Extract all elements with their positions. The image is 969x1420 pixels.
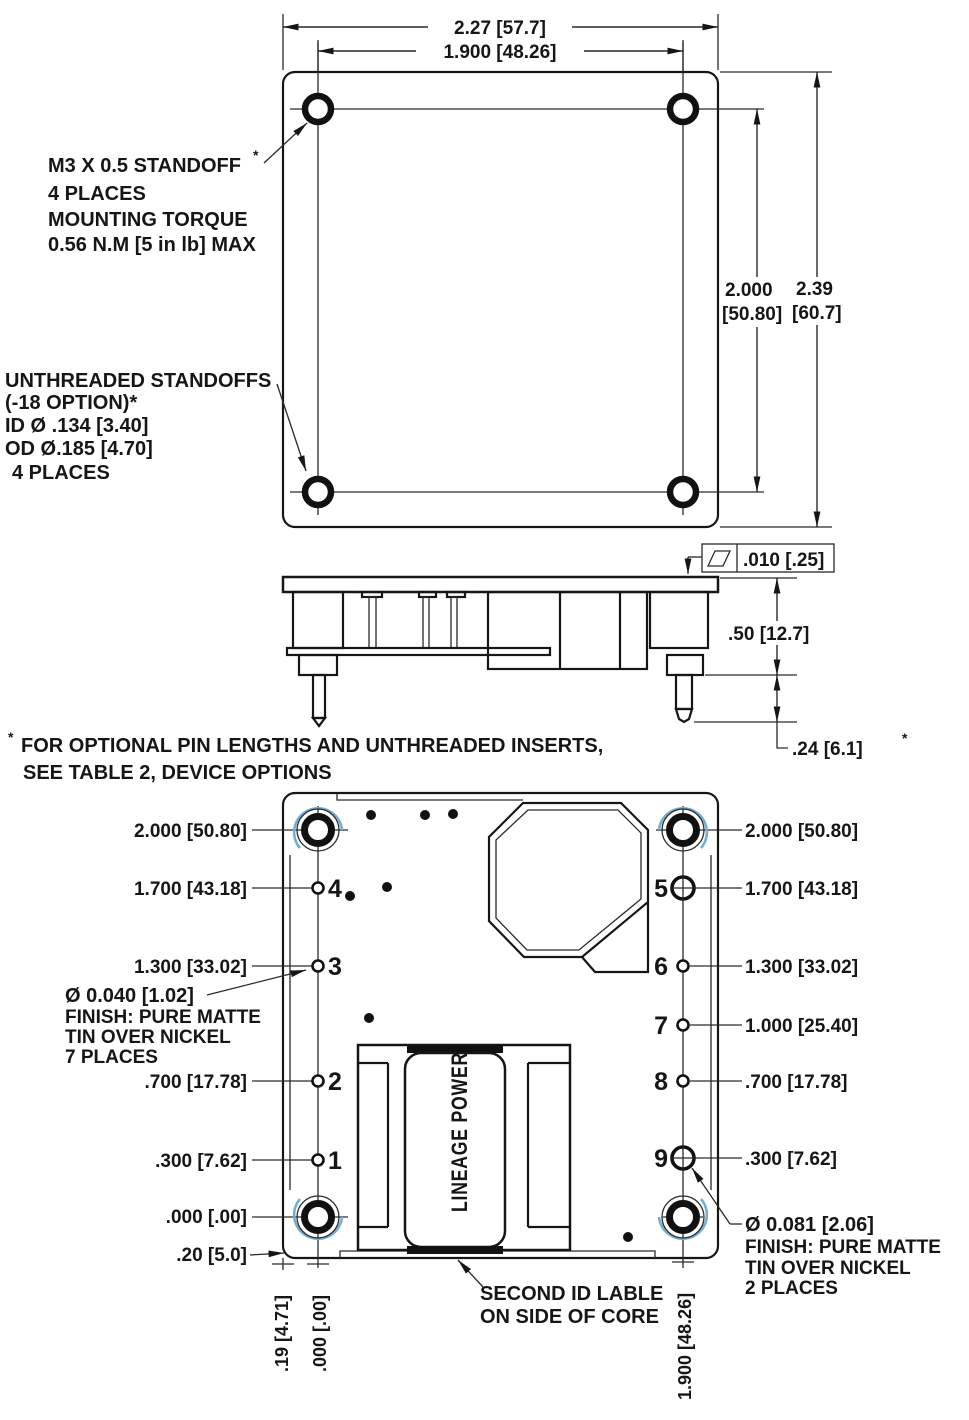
- large-hole-note: [692, 1168, 941, 1299]
- large-hole-note-line: 2 PLACES: [745, 1278, 838, 1299]
- unthreaded-note-line: 4 PLACES: [12, 462, 110, 484]
- standoff-note-line: 4 PLACES: [48, 183, 146, 205]
- small-hole-note-line: FINISH: PURE MATTE: [65, 1007, 261, 1028]
- dim-height-holes-in: 2.000: [725, 280, 773, 301]
- left-dim: .000 [.00]: [165, 1207, 247, 1228]
- footnote: [8, 729, 603, 784]
- footnote-line-1: FOR OPTIONAL PIN LENGTHS AND UNTHREADED INSERTS,: [21, 735, 604, 757]
- small-hole-note: [65, 970, 306, 1068]
- dim-height-overall-mm: [60.7]: [792, 303, 842, 324]
- right-dim: 1.000 [25.40]: [745, 1016, 859, 1037]
- dim-pin-length-asterisk: *: [902, 730, 908, 746]
- dim-height-overall-in: 2.39: [796, 279, 833, 300]
- mounting-hole-bottom-right: [670, 479, 696, 505]
- top-view: [5, 14, 850, 527]
- footnote-line-2: SEE TABLE 2, DEVICE OPTIONS: [23, 762, 332, 784]
- standoff-note-line: 0.56 N.M [5 in lb] MAX: [48, 234, 256, 256]
- mounting-hole-top-left: [305, 96, 331, 122]
- small-hole-note-line: Ø 0.040 [1.02]: [65, 985, 194, 1007]
- left-dim: .700 [17.78]: [144, 1072, 247, 1093]
- dim-width-holes: 1.900 [48.26]: [443, 42, 557, 63]
- right-dim: 1.300 [33.02]: [745, 957, 859, 978]
- pin-number: 2: [328, 1068, 342, 1096]
- bottom-view: [65, 793, 941, 1400]
- unthreaded-note-line: (-18 OPTION)*: [5, 392, 138, 414]
- side-view-body: [283, 577, 718, 726]
- dim-width-overall: 2.27 [57.7]: [454, 18, 546, 39]
- standoff-note-title: M3 X 0.5 STANDOFF: [48, 155, 241, 177]
- core-flange-bottom: [407, 1246, 503, 1254]
- axis-labels: [272, 1258, 695, 1400]
- pin-number: 1: [328, 1147, 342, 1175]
- flatness-symbol-icon: [708, 551, 730, 566]
- large-hole-note-line: TIN OVER NICKEL: [745, 1258, 911, 1279]
- id-label-note-line: SECOND ID LABLE: [480, 1283, 664, 1305]
- id-label-note-line: ON SIDE OF CORE: [480, 1306, 659, 1328]
- brand-label: LINEAGE POWER: [447, 1011, 472, 1212]
- standoff-note-asterisk: *: [253, 147, 259, 163]
- small-hole-note-line: TIN OVER NICKEL: [65, 1027, 231, 1048]
- standoff-note-line: MOUNTING TORQUE: [48, 209, 248, 231]
- pin-number: 8: [654, 1068, 668, 1096]
- pin-number: 7: [654, 1012, 668, 1040]
- standoff-note: [48, 123, 307, 256]
- unthreaded-standoffs-note: [5, 370, 306, 484]
- flatness-value: .010 [.25]: [743, 550, 825, 571]
- flatness-callout: [688, 544, 834, 574]
- right-dim: .700 [17.78]: [745, 1072, 848, 1093]
- right-dim: 2.000 [50.80]: [745, 821, 859, 842]
- unthreaded-note-line: OD Ø.185 [4.70]: [5, 438, 153, 460]
- large-hole-note-line: FINISH: PURE MATTE: [745, 1237, 941, 1258]
- left-dim: .300 [7.62]: [155, 1151, 247, 1172]
- small-hole-note-line: 7 PLACES: [65, 1047, 158, 1068]
- left-dim: 1.300 [33.02]: [133, 957, 247, 978]
- pin-number: 5: [654, 875, 668, 903]
- pin-number: 6: [654, 953, 668, 981]
- dim-pin-length: .24 [6.1]: [792, 739, 863, 760]
- bottom-view-board: [283, 793, 718, 1258]
- height-dimension: [705, 578, 826, 675]
- axis-label-left-edge: .19 [4.71]: [272, 1294, 292, 1372]
- pin-number: 9: [654, 1145, 668, 1173]
- large-hole-note-line: Ø 0.081 [2.06]: [745, 1214, 874, 1236]
- mounting-hole-top-right: [670, 96, 696, 122]
- pin-number: 4: [328, 875, 342, 903]
- left-dim: 1.700 [43.18]: [133, 879, 247, 900]
- right-dim: .300 [7.62]: [745, 1149, 837, 1170]
- mounting-hole-bottom-left: [305, 479, 331, 505]
- top-view-body: [283, 72, 718, 527]
- side-view: [283, 544, 908, 760]
- axis-label-right-holes: 1.900 [48.26]: [675, 1292, 695, 1400]
- axis-label-zero: .000 [.00]: [310, 1294, 330, 1372]
- unthreaded-note-line: UNTHREADED STANDOFFS: [5, 370, 272, 392]
- footnote-asterisk: *: [8, 729, 14, 745]
- id-label-note: [458, 1260, 663, 1328]
- dim-height-holes-mm: [50.80]: [722, 304, 783, 325]
- right-dimension-texts: [745, 821, 858, 1170]
- dim-module-height: .50 [12.7]: [728, 624, 810, 645]
- right-dim: 1.700 [43.18]: [745, 879, 859, 900]
- pin-number: 3: [328, 953, 342, 981]
- unthreaded-note-line: ID Ø .134 [3.40]: [5, 415, 149, 437]
- pin-length-dimension: [694, 675, 908, 760]
- left-dim: .20 [5.0]: [176, 1245, 247, 1266]
- left-dim: 2.000 [50.80]: [133, 821, 247, 842]
